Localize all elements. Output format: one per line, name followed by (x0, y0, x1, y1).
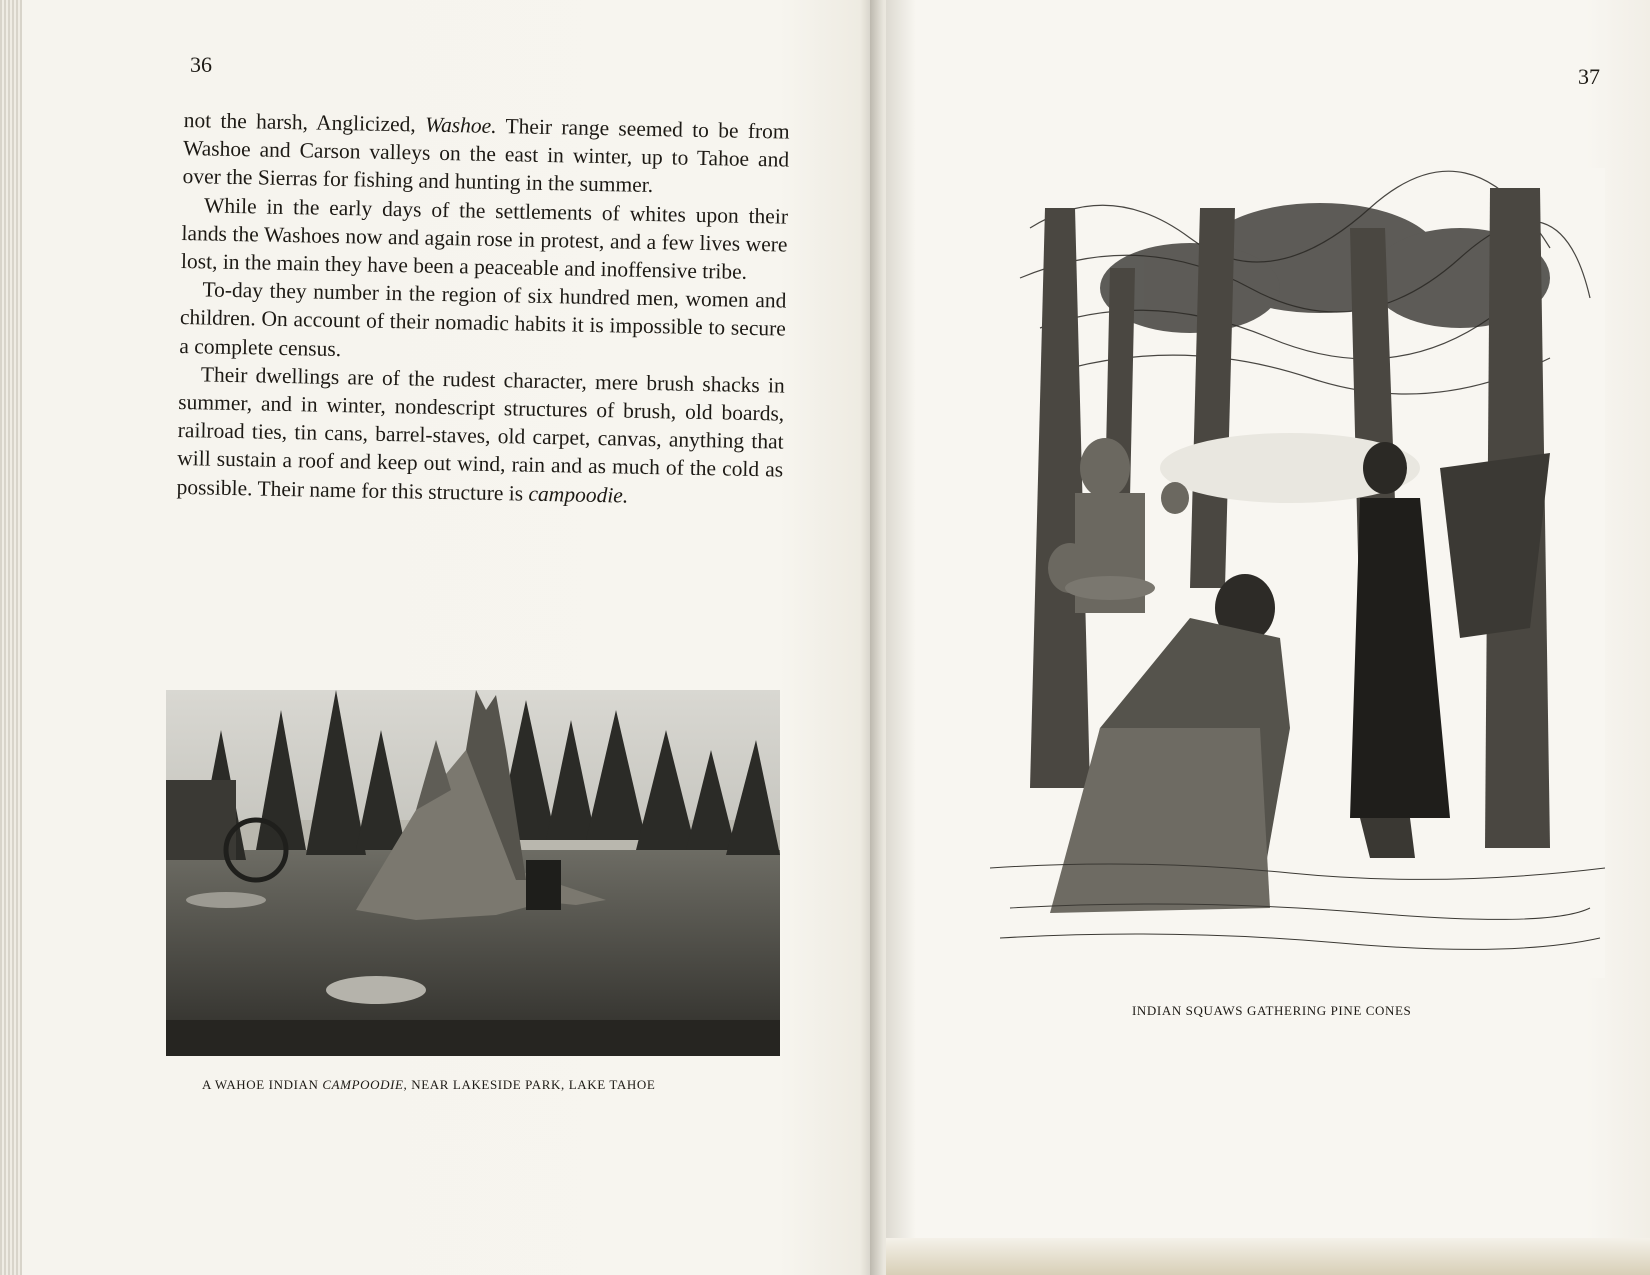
page-bottom-shadow (886, 1238, 1650, 1275)
page-edges (0, 0, 22, 1275)
illustration-caption: INDIAN SQUAWS GATHERING PINE CONES (1132, 1003, 1412, 1018)
body-text (176, 106, 789, 512)
paragraph-1: not the harsh, Anglicized, Washoe. Their range seemed to be from Washoe and Carson valleys on the east in winter, up to Tahoe and over the Sierras for fishing and hunting in the summer. (182, 107, 790, 198)
paragraph-2: While in the early days of the settlements of whites upon their lands the Washoes now and again rose in protest, and a few lives were lost, in the main they have been a peaceable and inoffensive tribe. (180, 193, 789, 284)
campoodie-photo (166, 690, 780, 1056)
photo-caption: A WAHOE INDIAN CAMPOODIE, NEAR LAKESIDE PARK, LAKE TAHOE (202, 1077, 656, 1092)
pine-cone-illustration (990, 168, 1605, 978)
paragraph-4: Their dwellings are of the rudest character, mere brush shacks in summer, and in winter, nondescript structures of brush, old boards, railroad ties, tin cans, barrel-staves, old carpet, canvas, anything that will sustain a roof and keep out wind, rain and as much of the cold as possible. Their name for this structure is campoodie. (176, 362, 785, 508)
page-number-right: 37 (1578, 64, 1600, 89)
page-number-left: 36 (190, 52, 212, 77)
paragraph-3: To-day they number in the region of six hundred men, women and children. On account of their nomadic habits it is impossible to secure a complete census. (179, 277, 787, 361)
